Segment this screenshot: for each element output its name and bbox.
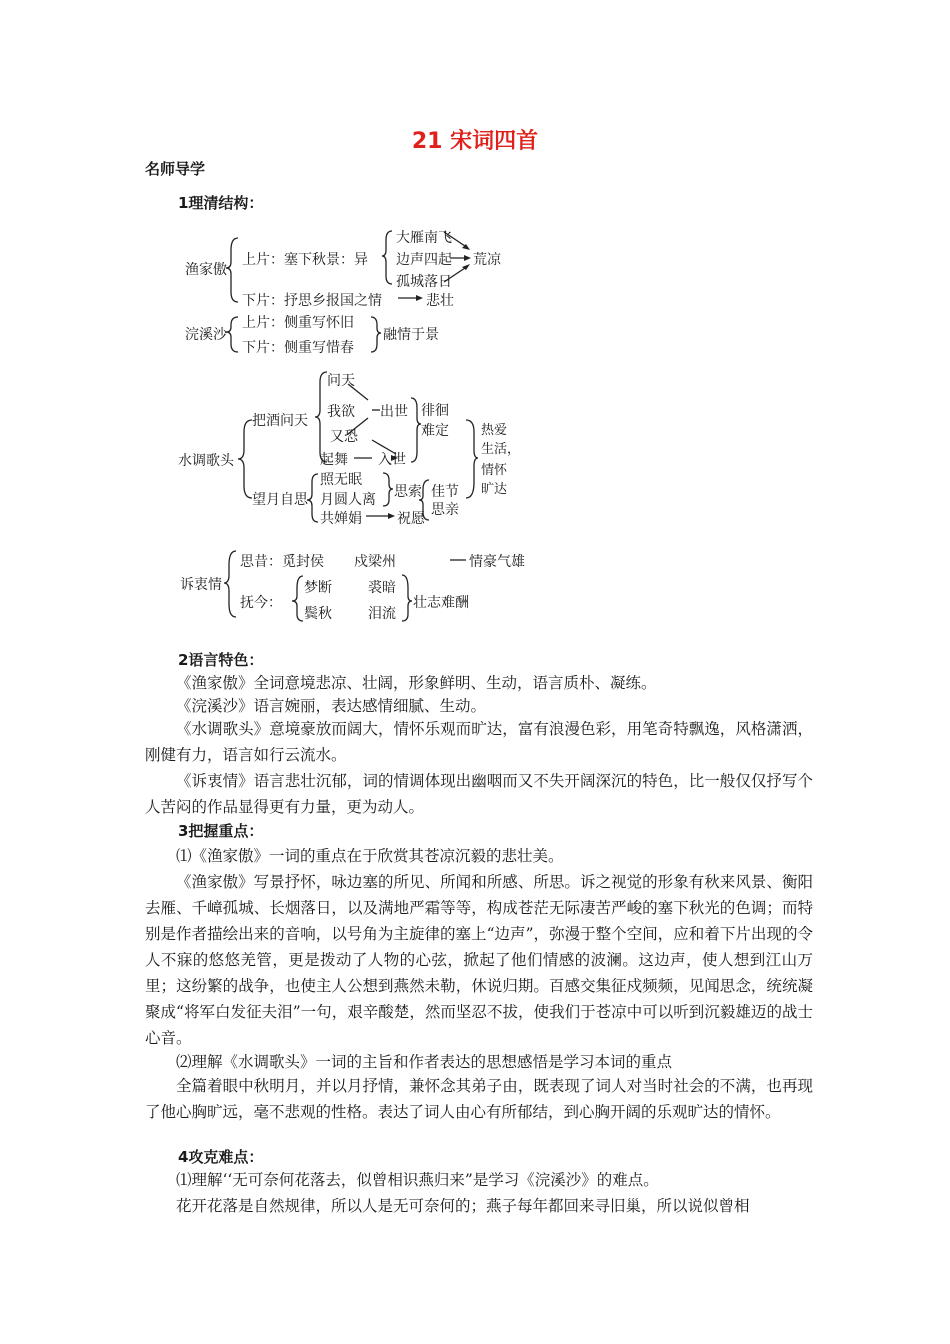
lang-huanxisha: 《浣溪沙》语言婉丽，表达感情细腻、生动。 (176, 697, 487, 715)
heading-difficulties: 4攻克难点： (178, 1148, 264, 1166)
hxs-lower: 下片：侧重写惜春 (242, 340, 354, 356)
sdgt-w3: 出世 (380, 404, 408, 420)
hxs-upper: 上片：侧重写怀旧 (242, 315, 354, 331)
lang-shuidiaogetou: 《水调歌头》意境豪放而阔大，情怀乐观而旷达，富有浪漫色彩，用笔奇特飘逸，风格潇洒，刚健有力，语言如行云流水。 (145, 720, 813, 764)
yjao-item-1: 大雁南飞 (396, 230, 452, 246)
sdgt-w6: 入世 (378, 452, 406, 468)
sdgt-m3: 共婵娟 (320, 511, 362, 527)
szq-d: 泪流 (368, 606, 396, 622)
sdgt-branch-2: 望月自思 (252, 492, 308, 508)
sdgt-final-3: 情怀 (481, 463, 508, 478)
yjao-lower-result: 悲壮 (426, 293, 454, 309)
sdgt-m1: 照无眠 (320, 472, 362, 488)
sdgt-branch-1: 把酒问天 (252, 413, 308, 429)
ci-shuidiaogetou: 水调歌头 (178, 453, 234, 469)
lang-yujiaao: 《渔家傲》全词意境悲凉、壮阔，形象鲜明、生动，语言质朴、凝练。 (176, 674, 657, 692)
key-point-2-body: 全篇着眼中秋明月，并以月抒情，兼怀念其弟子由，既表现了词人对当时社会的不满，也再现了他心胸旷远，毫不悲观的性格。表达了词人由心有所郁结，到心胸开阔的乐观旷达的情怀。 (145, 1077, 813, 1121)
szq-c: 鬓秋 (304, 606, 332, 622)
ci-huanxisha: 浣溪沙 (185, 327, 227, 343)
sdgt-final-4: 旷达 (481, 482, 508, 497)
section-heading: 名师导学 (145, 160, 206, 178)
yjao-item-2: 边声四起 (396, 252, 452, 268)
key-point-2: ⑵理解《水调歌头》一词的主旨和作者表达的思想感悟是学习本词的重点 (176, 1053, 673, 1071)
lang-suzhongqing: 《诉衷情》语言悲壮沉郁，词的情调体现出幽咽而又不失开阔深沉的特色，比一般仅仅抒写个人苦闷的作品显得更有力量，更为动人。 (145, 772, 813, 816)
ci-yujiaao: 渔家傲 (185, 262, 227, 278)
sdgt-w2: 我欲 (327, 404, 355, 420)
yjao-item-3: 孤城落日 (396, 274, 452, 290)
szq-past: 思昔：觅封侯 (240, 554, 324, 570)
sdgt-final-2: 生活， (481, 442, 521, 457)
yjao-lower: 下片：抒思乡报国之情 (242, 293, 382, 309)
sdgt-r1: 徘徊 (421, 403, 449, 419)
sdgt-m6: 佳节 (431, 484, 459, 500)
sdgt-final-1: 热爱 (481, 423, 508, 438)
yjao-result: 荒凉 (473, 252, 501, 268)
sdgt-w5: 起舞 (320, 452, 348, 468)
page-title: 21 宋词四首 (411, 129, 539, 154)
heading-key-points: 3把握重点： (178, 822, 264, 840)
difficulty-1-body: 花开花落是自然规律，所以人是无可奈何的；燕子每年都回来寻旧巢，所以说似曾相 (176, 1197, 750, 1215)
sdgt-w4: 又恐 (330, 429, 358, 445)
key-point-1: ⑴《渔家傲》一词的重点在于欣赏其苍凉沉毅的悲壮美。 (176, 847, 564, 865)
szq-a: 梦断 (304, 580, 332, 596)
szq-result: 壮志难酬 (413, 595, 469, 611)
szq-past-2: 戍梁州 (354, 554, 396, 570)
szq-past-3: 情豪气雄 (469, 554, 525, 570)
sdgt-m4: 思索 (394, 484, 422, 500)
sdgt-w1: 问天 (327, 373, 355, 389)
heading-structure: 1理清结构： (178, 194, 264, 212)
szq-now: 抚今： (240, 595, 282, 611)
sdgt-m7: 思亲 (431, 502, 459, 518)
ci-suzhongqing: 诉衷情 (180, 577, 222, 593)
sdgt-m5: 祝愿 (397, 511, 425, 527)
sdgt-r2: 难定 (421, 423, 449, 439)
yjao-upper: 上片：塞下秋景：异 (242, 252, 368, 268)
sdgt-m2: 月圆人离 (320, 492, 376, 508)
difficulty-1: ⑴理解‘‘无可奈何花落去，似曾相识燕归来”是学习《浣溪沙》的难点。 (176, 1171, 659, 1189)
heading-language: 2语言特色： (178, 651, 264, 669)
szq-b: 裘暗 (368, 580, 396, 596)
hxs-result: 融情于景 (383, 327, 439, 343)
key-point-1-body: 《渔家傲》写景抒怀，咏边塞的所见、所闻和所感、所思。诉之视觉的形象有秋来风景、衡阳去雁、千嶂孤城、长烟落日，以及满地严霜等等，构成苍茫无际凄苦严峻的塞下秋光的色调；而特别是作者描绘出来的音响，以号角为主旋律的塞上“边声”，弥漫于整个空间，应和着下片出现的令人不寐的悠悠羌管，更是拨动了人物的心弦，掀起了他们情感的波澜。这边声，使人想到江山万里；这纷繁的战争，也使主人公想到燕然未勒，休说归期。百感交集征戍频频，见闻思念，统统凝聚成“将军白发征夫泪”一句，艰辛酸楚，然而坚忍不拔，使我们于苍凉中可以听到沉毅雄迈的战士心音。 (145, 873, 813, 1047)
